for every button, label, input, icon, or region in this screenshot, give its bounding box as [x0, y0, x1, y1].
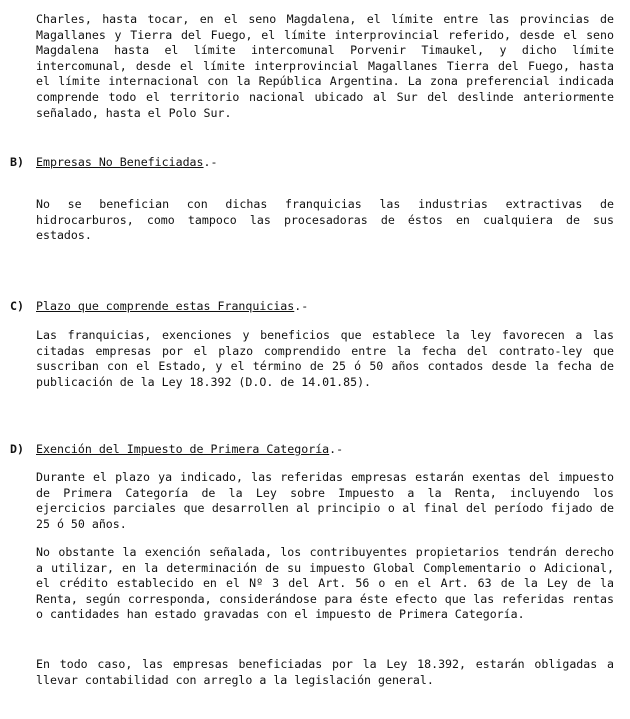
- section-c-title: Plazo que comprende estas Franquicias: [36, 299, 295, 313]
- section-c-letter: C): [10, 299, 24, 313]
- section-d-letter: D): [10, 442, 24, 456]
- section-b-paragraph-1: No se benefician con dichas franquicias las industrias extractivas de hidrocarburos, como tampoco las procesadoras de éstos en cualquiera de sus estados.: [36, 197, 614, 243]
- intro-paragraph: Charles, hasta tocar, en el seno Magdalena, el límite entre las provincias de Magallanes y Tierra del Fuego, el límite interprovincial referido, desde el seno Magdalena hasta el límite intercomunal Porvenir Timaukel, y dicho límite intercomunal, desde el límite interprovincial Magallanes Tierra del Fuego, hasta el límite internacional con la República Argentina. La zona preferencial indicada comprende todo el territorio nacional ubicado al Sur del deslinde anteriormente señalado, hasta el Polo Sur.: [36, 12, 614, 120]
- section-d-suffix: .-: [329, 442, 344, 456]
- section-d-title: Exención del Impuesto de Primera Categoría: [36, 442, 330, 456]
- section-d-paragraph-2: No obstante la exención señalada, los contribuyentes propietarios tendrán derecho a utilizar, en la determinación de su impuesto Global Complementario o Adicional, el crédito establecido en el Nº 3 del Art. 56 o en el Art. 63 de la Ley de la Renta, según corresponda, considerándose para éste efecto que las referidas rentas o cantidades han estado gravadas con el impuesto de Primera Categoría.: [36, 545, 614, 622]
- section-d-paragraph-3: En todo caso, las empresas beneficiadas por la Ley 18.392, estarán obligadas a llevar contabilidad con arreglo a la legislación general.: [36, 657, 614, 687]
- section-b-heading: [10, 155, 218, 171]
- section-b-suffix: .-: [203, 155, 218, 169]
- section-c-paragraph-1: Las franquicias, exenciones y beneficios que establece la ley favorecen a las citadas empresas por el plazo comprendido entre la fecha del contrato-ley que suscriban con el Estado, y el término de 25 ó 50 años contados desde la fecha de publicación de la Ley 18.392 (D.O. de 14.01.85).: [36, 328, 614, 389]
- section-d-paragraph-1: Durante el plazo ya indicado, las referidas empresas estarán exentas del impuesto de Primera Categoría de la Ley sobre Impuesto a la Renta, incluyendo los ejercicios parciales que desarrollen al principio o al final del período fijado de 25 ó 50 años.: [36, 470, 614, 531]
- section-c-heading: [10, 299, 308, 315]
- section-d-heading: [10, 442, 343, 458]
- section-b-letter: B): [10, 155, 24, 169]
- section-c-suffix: .-: [294, 299, 309, 313]
- section-b-title: Empresas No Beneficiadas: [36, 155, 204, 169]
